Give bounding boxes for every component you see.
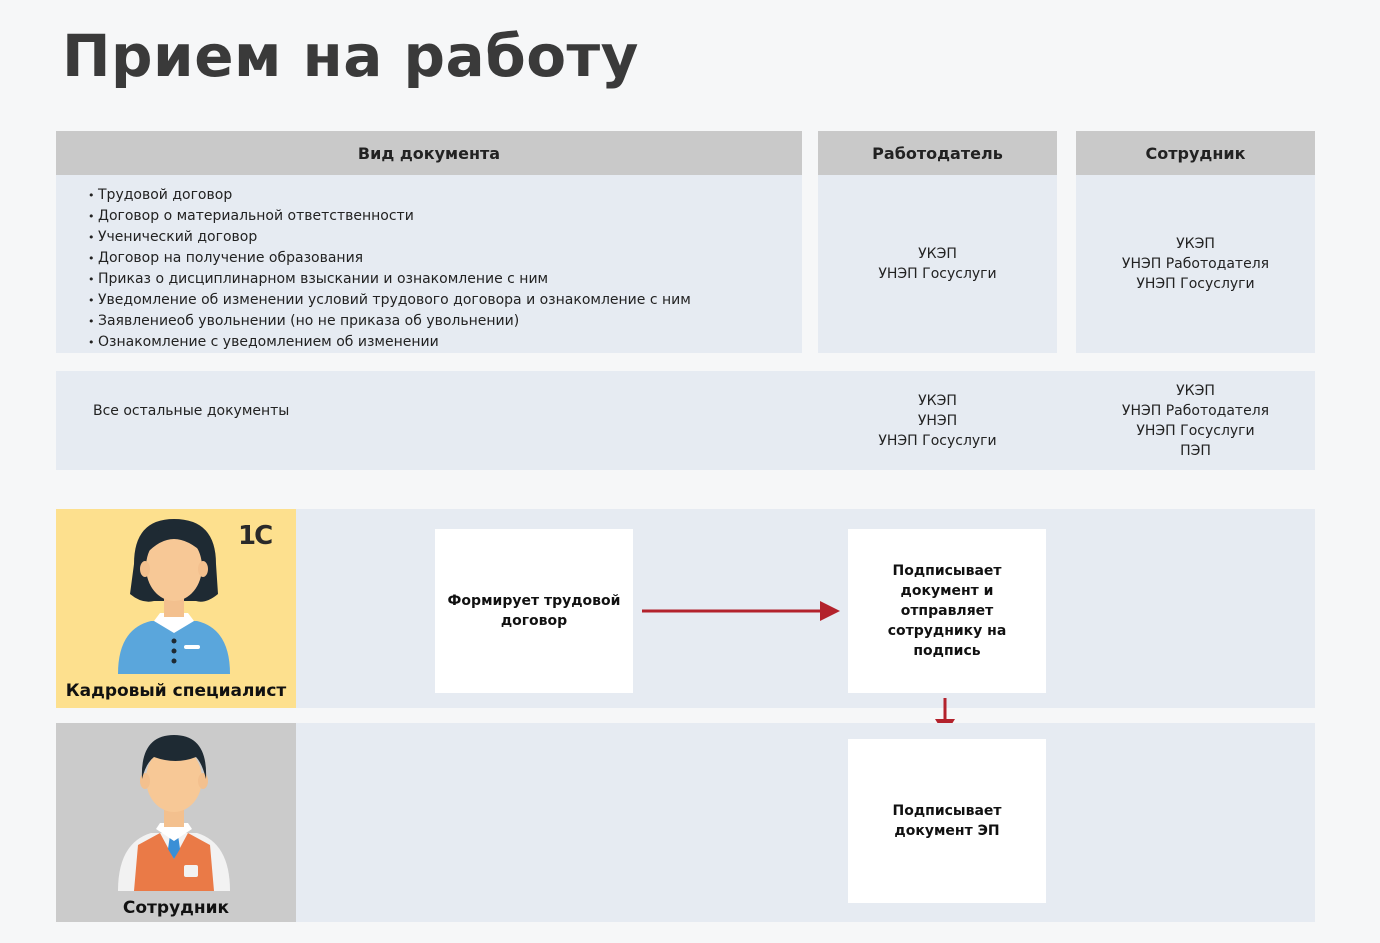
arrow-right-icon <box>640 598 845 624</box>
signature-type: УКЭП <box>918 246 957 262</box>
signature-type: УНЭП <box>917 412 958 429</box>
document-list <box>56 175 802 353</box>
step-employee-sign: Подписывает документ ЭП <box>848 739 1046 903</box>
employee-role-label: Сотрудник <box>122 898 230 918</box>
employee-swimlane <box>296 723 1315 922</box>
row2-employer-cell <box>818 371 1057 470</box>
step-sign-and-send: Подписывает документ и отправляет сотруднику на подпись <box>848 529 1046 693</box>
hr-role-label: Кадровый специалист <box>65 681 287 701</box>
document-item: • Уведомление об изменении условий трудового договора и ознакомление с ним <box>88 290 802 311</box>
document-item: • Договор на получение образования <box>88 248 802 269</box>
document-item: • Заявлениеоб увольнении (но не приказа об увольнении) <box>88 311 802 332</box>
header-doc-type: Вид документа <box>56 131 802 175</box>
document-item: • Ученический договор <box>88 227 802 248</box>
signature-type: УНЭП Работодателя <box>1121 256 1270 272</box>
document-item: • Договор о материальной ответственности <box>88 206 802 227</box>
document-item: • Ознакомление с уведомлением об изменении <box>88 332 802 353</box>
1c-logo: 1С <box>238 521 272 551</box>
row2-documents-label: Все остальные документы <box>93 403 290 419</box>
document-item: • Приказ о дисциплинарном взыскании и ознакомление с ним <box>88 269 802 290</box>
hr-role-panel <box>56 509 296 708</box>
header-employee: Сотрудник <box>1076 131 1315 175</box>
signature-type: УКЭП <box>1176 382 1215 399</box>
step-create-contract: Формирует трудовой договор <box>435 529 633 693</box>
page-title: Прием на работу <box>62 22 639 90</box>
signature-type: ПЭП <box>1180 442 1211 459</box>
signature-type: УНЭП Госуслуги <box>878 266 997 282</box>
row1-employer-cell <box>818 175 1057 353</box>
signature-type: УНЭП Работодателя <box>1121 402 1270 419</box>
employee-avatar-icon <box>56 723 296 893</box>
signature-type: УНЭП Госуслуги <box>1136 276 1255 292</box>
document-item: • Трудовой договор <box>88 185 802 206</box>
signature-type: УНЭП Госуслуги <box>878 432 997 449</box>
signature-type: УКЭП <box>1176 236 1215 252</box>
row1-employee-cell <box>1076 175 1315 353</box>
signature-type: УНЭП Госуслуги <box>1136 422 1255 439</box>
row1-documents-cell <box>56 175 802 353</box>
header-employer: Работодатель <box>818 131 1057 175</box>
row2-employee-cell <box>1076 371 1315 470</box>
signature-type: УКЭП <box>918 392 957 409</box>
employee-role-panel <box>56 723 296 922</box>
